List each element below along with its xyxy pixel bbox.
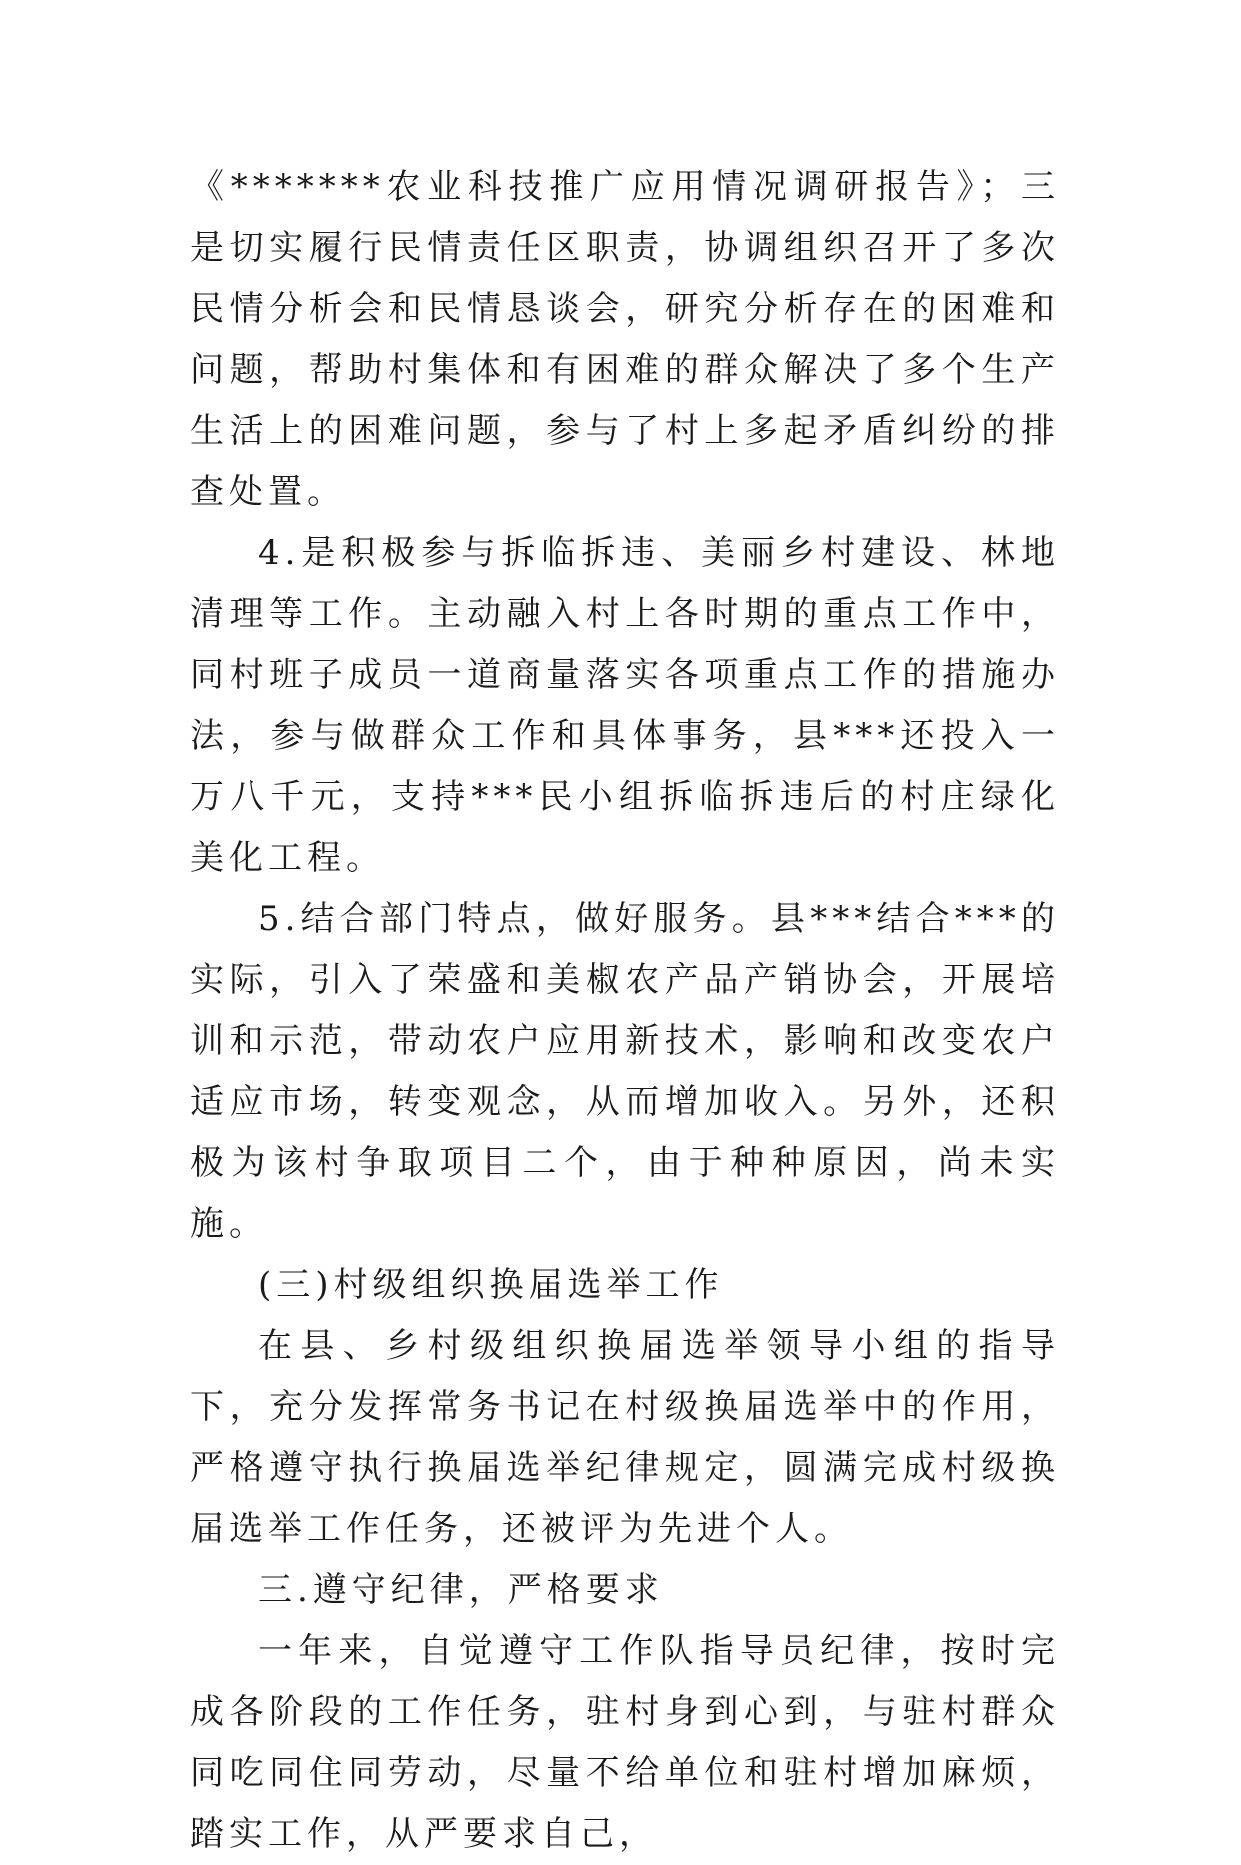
- paragraph-continuation: 《*******农业科技推广应用情况调研报告》；三是切实履行民情责任区职责，协调组织召开了多次民情分析会和民情恳谈会，研究分析存在的困难和问题，帮助村集体和有困难的群众解决了多个生产生活上的困难问题，参与了村上多起矛盾纠纷的排查处置。: [190, 167, 1060, 512]
- paragraph-discipline: 一年来，自觉遵守工作队指导员纪律，按时完成各阶段的工作任务，驻村身到心到，与驻村群众同吃同住同劳动，尽量不给单位和驻村增加麻烦，踏实工作，从严要求自己，: [190, 1631, 1060, 1854]
- document-body: [190, 157, 1060, 1865]
- section-heading-discipline: 三.遵守纪律，严格要求: [258, 1570, 664, 1610]
- section-heading-3: (三)村级组织换届选举工作: [258, 1265, 724, 1305]
- paragraph-item-4: 4.是积极参与拆临拆违、美丽乡村建设、林地清理等工作。主动融入村上各时期的重点工作中，同村班子成员一道商量落实各项重点工作的措施办法，参与做群众工作和具体事务，县***还投入一万八千元，支持***民小组拆临拆违后的村庄绿化美化工程。: [190, 533, 1060, 878]
- paragraph-item-5: 5.结合部门特点，做好服务。县***结合***的实际，引入了荣盛和美椒农产品产销协会，开展培训和示范，带动农户应用新技术，影响和改变农户适应市场，转变观念，从而增加收入。另外，还积极为该村争取项目二个，由于种种原因，尚未实施。: [190, 899, 1060, 1244]
- paragraph-election: 在县、乡村级组织换届选举领导小组的指导下，充分发挥常务书记在村级换届选举中的作用，严格遵守执行换届选举纪律规定，圆满完成村级换届选举工作任务，还被评为先进个人。: [190, 1326, 1060, 1549]
